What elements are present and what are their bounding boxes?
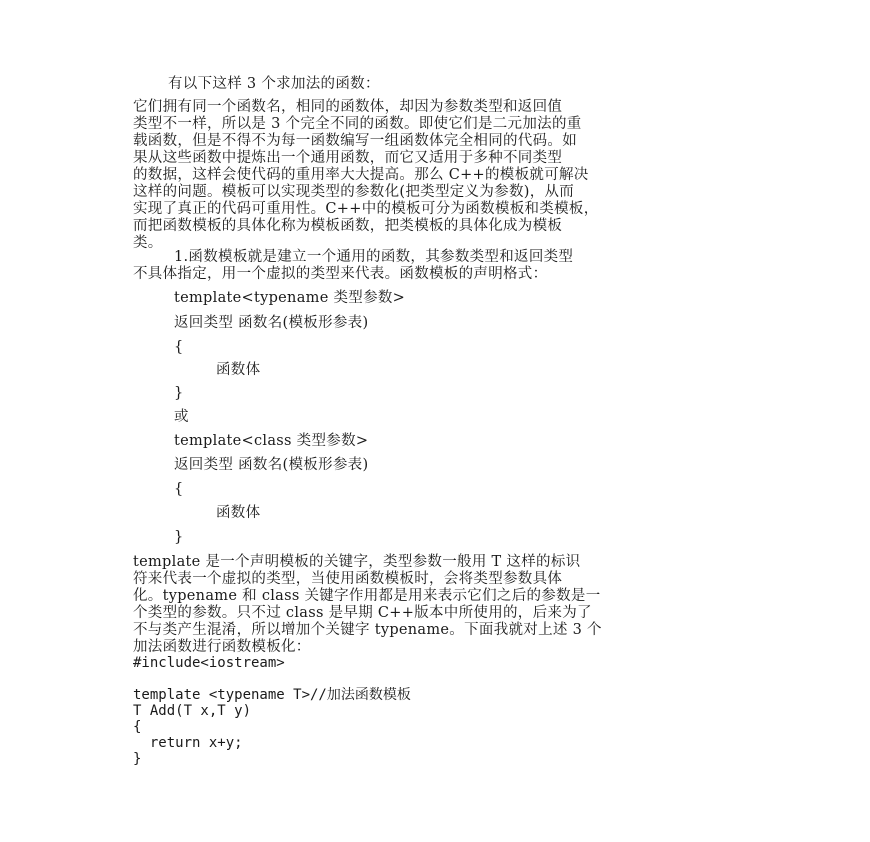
paragraph-line: 个类型的参数。只不过 class 是早期 C++版本中所使用的，后来为了 (133, 605, 592, 621)
syntax-signature: 返回类型 函数名(模板形参表) (174, 457, 369, 473)
paragraph-line: 载函数，但是不得不为每一函数编写一组函数体完全相同的代码。如 (133, 133, 577, 149)
syntax-signature: 返回类型 函数名(模板形参表) (174, 315, 369, 331)
paragraph-line: 实现了真正的代码可重用性。C++中的模板可分为函数模板和类模板， (133, 201, 599, 217)
code-line: return x+y; (133, 735, 243, 751)
code-line: { (133, 719, 142, 735)
paragraph-line: 加法函数进行函数模板化： (133, 639, 311, 655)
point-line: 不具体指定，用一个虚拟的类型来代表。函数模板的声明格式： (133, 266, 548, 282)
syntax-header: template<typename 类型参数> (174, 290, 406, 306)
syntax-body: 函数体 (216, 505, 261, 521)
syntax-open-brace: { (174, 481, 184, 497)
paragraph-line: 类型不一样，所以是 3 个完全不同的函数。即使它们是二元加法的重 (133, 116, 582, 132)
syntax-header: template<class 类型参数> (174, 433, 369, 449)
syntax-body: 函数体 (216, 362, 261, 378)
paragraph-line: 而把函数模板的具体化称为模板函数，把类模板的具体化成为模板 (133, 218, 563, 234)
code-line: } (133, 751, 142, 767)
paragraph-line: 化。typename 和 class 关键字作用都是用来表示它们之后的参数是一 (133, 588, 601, 604)
paragraph-line: 它们拥有同一个函数名，相同的函数体，却因为参数类型和返回值 (133, 99, 563, 115)
syntax-open-brace: { (174, 339, 184, 355)
paragraph-line: 这样的问题。模板可以实现类型的参数化(把类型定义为参数)，从而 (133, 184, 575, 200)
syntax-close-brace: } (174, 385, 184, 401)
paragraph-line: 不与类产生混淆，所以增加个关键字 typename。下面我就对上述 3 个 (133, 622, 602, 638)
paragraph-line: 类。 (133, 235, 163, 251)
paragraph-line: 果从这些函数中提炼出一个通用函数，而它又适用于多种不同类型 (133, 150, 563, 166)
code-line: #include<iostream> (133, 655, 285, 671)
paragraph-line: 的数据，这样会使代码的重用率大大提高。那么 C++的模板就可解决 (133, 167, 589, 183)
code-line: template <typename T>//加法函数模板 (133, 687, 411, 703)
syntax-close-brace: } (174, 529, 184, 545)
point-line: 1.函数模板就是建立一个通用的函数，其参数类型和返回类型 (174, 249, 574, 265)
paragraph-line: template 是一个声明模板的关键字，类型参数一般用 T 这样的标识 (133, 554, 581, 570)
intro-line: 有以下这样 3 个求加法的函数： (168, 76, 380, 92)
paragraph-line: 符来代表一个虚拟的类型，当使用函数模板时，会将类型参数具体 (133, 571, 563, 587)
code-line: T Add(T x,T y) (133, 703, 252, 719)
or-text: 或 (174, 409, 189, 425)
